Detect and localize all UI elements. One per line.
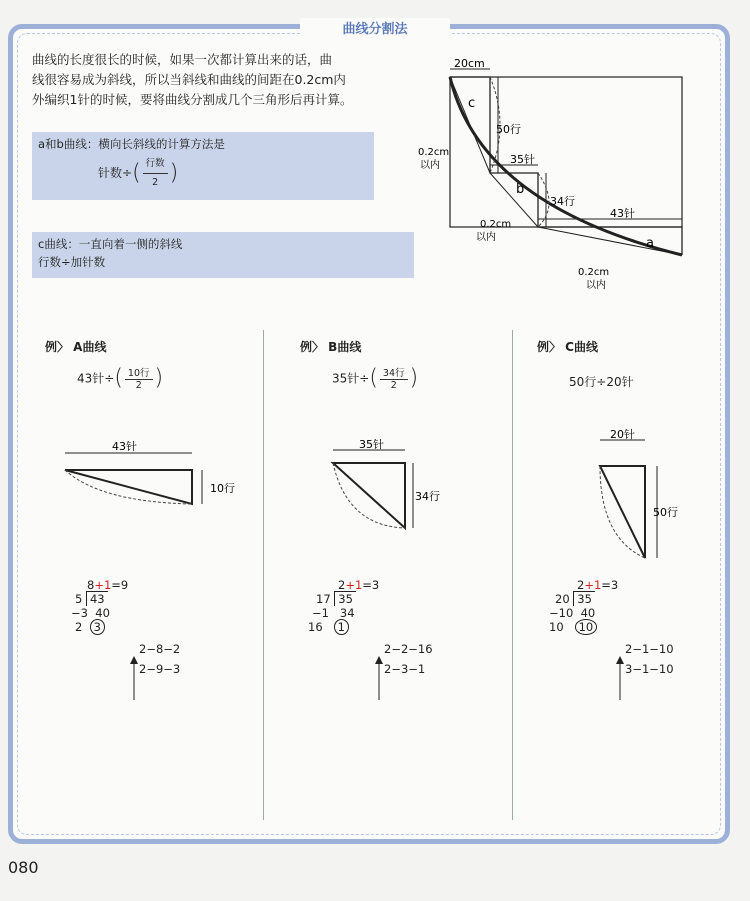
result-1: 2−8−2: [139, 642, 181, 656]
sub-right: 40: [580, 606, 596, 620]
ab-curve-text: a和b曲线：横向长斜线的计算方法是: [38, 137, 225, 151]
eq-plus: +1: [345, 578, 363, 592]
width-label: 35针: [359, 438, 384, 451]
divisor: 17: [316, 592, 331, 606]
rem-left: 2: [75, 620, 83, 634]
result-1: 2−1−10: [625, 642, 674, 656]
rem-left: 10: [549, 620, 564, 634]
eq-plus: +1: [584, 578, 602, 592]
a-width-label: 43针: [610, 207, 635, 220]
sub-right: 40: [95, 606, 110, 620]
sub-left: −3: [71, 606, 88, 620]
divisor: 20: [555, 592, 570, 606]
b-width-label: 35针: [510, 153, 535, 166]
gap-label-3: 0.2cm: [578, 267, 610, 278]
intro-line-2: 线很容易成为斜线，所以当斜线和曲线的间距在0.2cm内: [32, 72, 346, 87]
height-label: 34行: [415, 490, 440, 503]
example-b-title: 例〉 B曲线: [300, 340, 362, 354]
dividend: 43: [86, 591, 108, 606]
gap-label-3b: 以内: [586, 280, 606, 291]
fraction-numerator: 10行: [125, 365, 153, 380]
eq-b: =9: [111, 578, 129, 592]
eq-a: 2: [577, 578, 585, 592]
gap-label-2: 0.2cm: [480, 219, 512, 230]
b-height-label: 34行: [550, 195, 575, 208]
example-c-title: 例〉 C曲线: [537, 340, 598, 354]
dividend: 35: [334, 591, 356, 606]
rem-right: 3: [90, 619, 105, 635]
intro-line-1: 曲线的长度很长的时候，如果一次都计算出来的话，曲: [32, 52, 333, 67]
c-curve-line-2: 行数÷加针数: [38, 255, 106, 269]
example-a-formula: 43针÷( $\frac{\text{10行}}{2}$ ): [77, 365, 164, 391]
eq-plus: +1: [94, 578, 112, 592]
height-label: 50行: [653, 506, 678, 519]
formula-prefix: 35针÷: [332, 371, 370, 386]
gap-label-1b: 以内: [420, 160, 440, 171]
sub-left: −10: [549, 606, 574, 620]
fraction-numerator: 34行: [380, 365, 408, 380]
sub-right: 34: [339, 606, 355, 620]
fraction-denominator: 2: [135, 380, 142, 391]
example-c-formula: 50行÷20针: [569, 375, 634, 389]
eq-b: =3: [362, 578, 380, 592]
width-label: 43针: [112, 440, 137, 453]
result-1: 2−2−16: [384, 642, 433, 656]
formula-prefix: 针数÷: [98, 166, 133, 180]
result-2: 2−9−3: [139, 662, 181, 676]
result-2: 2−3−1: [384, 662, 426, 676]
page-number: 080: [8, 858, 39, 877]
c-label: c: [468, 96, 476, 111]
c-height-label: 50行: [496, 123, 521, 136]
eq-a: 8: [87, 578, 95, 592]
formula-prefix: 43针÷: [77, 371, 115, 386]
eq-a: 2: [338, 578, 346, 592]
gap-label-1: 0.2cm: [418, 147, 450, 158]
rem-right: 10: [575, 619, 598, 635]
rem-right: 1: [334, 619, 349, 635]
dividend: 35: [573, 591, 595, 606]
ab-curve-formula: 针数÷( $\frac{\text{行数}}{2}$ ): [98, 155, 368, 192]
example-b-formula: 35针÷( $\frac{\text{34行}}{2}$ ): [332, 365, 419, 391]
fraction-denominator: 2: [152, 177, 159, 188]
page-title: 曲线分割法: [300, 18, 450, 42]
fraction-numerator: 行数: [143, 155, 168, 174]
width-label: 20针: [610, 428, 635, 441]
fraction-denominator: 2: [390, 380, 397, 391]
example-a-title: 例〉 A曲线: [45, 340, 107, 354]
eq-b: =3: [601, 578, 619, 592]
intro-line-3: 外编织1针的时候，要将曲线分割成几个三角形后再计算。: [32, 92, 353, 107]
sub-left: −1: [312, 606, 329, 620]
rem-left: 16: [308, 620, 323, 634]
result-2: 3−1−10: [625, 662, 674, 676]
gap-label-2b: 以内: [476, 232, 496, 243]
height-label: 10行: [210, 482, 235, 495]
a-label: a: [646, 236, 654, 251]
c-curve-line-1: c曲线：一直向着一侧的斜线: [38, 237, 183, 251]
c-width-label: 20cm: [454, 57, 485, 70]
divisor: 5: [75, 592, 83, 606]
b-label: b: [516, 182, 525, 197]
